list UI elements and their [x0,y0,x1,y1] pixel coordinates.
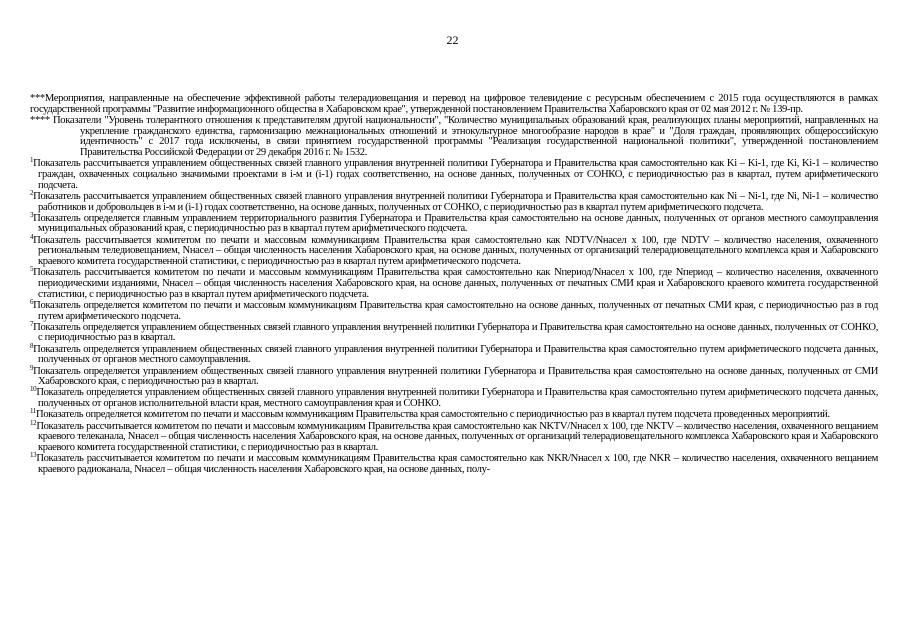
footnote-marker: 8 [30,341,34,350]
footnote-marker: 7 [30,319,34,328]
footnote-2 [30,188,878,213]
footnote-quadruple-asterisk [30,116,878,159]
footnote-text: Показатель рассчитывается управлением общественных связей главного управления внутренней политики Губернатора и Правительства края самостоятельно как Ni – Ni-1, где Ni, Ni-1 – количество работников и добровольцев в i-м и (i-1) годах соответственно, на основе данных, полученных от СОНКО, с периодичностью раз в квартал путем арифметического подсчета. [33,190,878,213]
footnote-text: Показатели "Уровень толерантного отношения к представителям другой национальности", "Количество муниципальных образований края, реализующих планы мероприятий, направленных на укрепление гражданского единства, гармонизацию межнациональных отношений и этнокультурное многообразие народов в крае" и "Доля граждан, проявляющих общероссийскую идентичность" с 2017 года исключены, в связи принятием государственной программы "Реализация государственной национальной политики", утвержденной постановлением Правительства Российской Федерации от 29 декабря 2016 г. № 1532. [53,114,878,159]
footnote-4 [30,232,878,268]
footnote-text: Показатель рассчитывается управлением общественных связей главного управления внутренней политики Губернатора и Правительства края самостоятельно как Ki – Ki-1, где Ki, Ki-1 – количество граждан, охваченных социально значимыми проектами в i-м и (i-1) годах соответственно, на основе данных, полученных от СОНКО, с периодичностью раз в квартал, путем арифметического подсчета. [33,158,878,191]
footnote-marker: 4 [30,232,34,241]
footnote-text: Показатель определяется управлением общественных связей главного управления внутренней политики Губернатора и Правительства края самостоятельно путем арифметического подсчета данных, полученных от органов местного самоуправления. [33,343,878,366]
footnote-text: Показатель определяется главным управлением территориального развития Губернатора и Правительства края самостоятельно на основе данных, полученных от органов местного самоуправления муниципальных образований края, с периодичностью раз в квартал путем арифметического подсчета. [33,212,878,235]
footnote-8 [30,341,878,366]
footnote-marker: 1 [30,156,34,165]
footnote-marker: 2 [30,188,34,197]
footnote-text: Показатель определяется комитетом по печати и массовым коммуникациям Правительства края самостоятельно с периодичностью раз в квартал путем подсчета проведенных мероприятий. [36,409,830,421]
footnote-text: Показатель определяется управлением общественных связей главного управления внутренней политики Губернатора и Правительства края самостоятельно на основе данных, полученных от СОНКО, с периодичностью раз в квартал. [33,321,878,344]
footnote-marker: 11 [30,407,37,416]
footnote-marker: 12 [30,418,37,427]
footnote-1 [30,156,878,191]
footnote-9 [30,363,878,388]
footnote-marker: 6 [30,297,34,306]
footnote-marker: *** [30,93,45,104]
footnote-11 [30,407,878,421]
footnote-marker: 9 [30,363,34,372]
footnote-marker: 5 [30,265,34,274]
footnote-10 [30,385,878,410]
footnote-triple-asterisk [30,94,878,115]
footnote-text: Мероприятия, направленные на обеспечение эффективной работы телерадиовещания и перевод на цифровое телевидение с ресурсным обеспечением с 2015 года осуществляются в рамках государственной программы "Развитие информационного общества в Хабаровском крае", утвержденной постановлением Правительства Хабаровского края от 02 мая 2012 г. № 139-пр. [30,93,878,115]
footnote-text: Показатель определяется комитетом по печати и массовым коммуникациям Правительства края самостоятельно на основе данных, полученных от печатных СМИ края, с периодичностью раз в год путем арифметического подсчета. [33,299,878,322]
footnote-text: Показатель определяется управлением общественных связей главного управления внутренней политики Губернатора и Правительства края самостоятельно путем арифметического подсчета данных, полученных от органов исполнительной власти края, местного самоуправления края и СОНКО. [36,387,878,410]
footnote-5 [30,265,878,300]
footnote-text: Показатель рассчитывается комитетом по печати и массовым коммуникациям Правительства края самостоятельно как NKR/Nнасел x 100, где NKR – количество населения, охваченного вещанием краевого радиоканала, Nнасел – общая численность населения Хабаровского края, на основе данных, полу- [36,453,878,475]
footnote-12 [30,418,878,454]
footnote-13 [30,451,878,475]
footnote-text: Показатель рассчитывается комитетом по печати и массовым коммуникациям Правительства края самостоятельно как NDTV/Nнасел x 100, где NDTV – количество населения, охваченного региональным теледиовещанием, Nнасел – общая численность населения Хабаровского края, на основе данных, полученных от организаций телерадиовещательного комплекса края и Хабаровского краевого комитета государственной статистики, с периодичностью раз в квартал путем арифметического подсчета. [33,234,878,268]
footnote-7 [30,319,878,344]
footnote-text: Показатель рассчитывается комитетом по печати и массовым коммуникациям Правительства края самостоятельно как NKTV/Nнасел x 100, где NKTV – количество населения, охваченного вещанием краевого телеканала, Nнасел – общая численность населения Хабаровского края, на основе данных, полученных от организаций телерадиовещательного комплекса Хабаровского края и Хабаровского краевого комитета государственной статистики, с периодичностью раз в квартал. [36,420,878,453]
footnote-marker: 13 [30,451,37,460]
footnote-text: Показатель рассчитывается комитетом по печати и массовым коммуникациям Правительства края самостоятельно как Nпериод/Nнасел x 100, где Nпериод – количество населения, охваченного периодическими изданиями, Nнасел – общая численность населения Хабаровского края, на основе данных, полученных от печатных СМИ края и Хабаровского краевого комитета государственной статистики, с периодичностью раз в квартал путем арифметического подсчета. [33,267,878,300]
footnote-marker: 10 [30,385,37,394]
footnotes [30,94,878,476]
footnote-6 [30,297,878,322]
footnote-text: Показатель определяется управлением общественных связей главного управления внутренней политики Губернатора и Правительства края самостоятельно на основе данных, полученных от СМИ Хабаровского края, с периодичностью раз в квартал. [33,365,878,388]
footnote-3 [30,210,878,235]
page-number: 22 [446,33,459,47]
footnote-marker: 3 [30,210,34,219]
footnote-marker: **** [30,114,50,126]
